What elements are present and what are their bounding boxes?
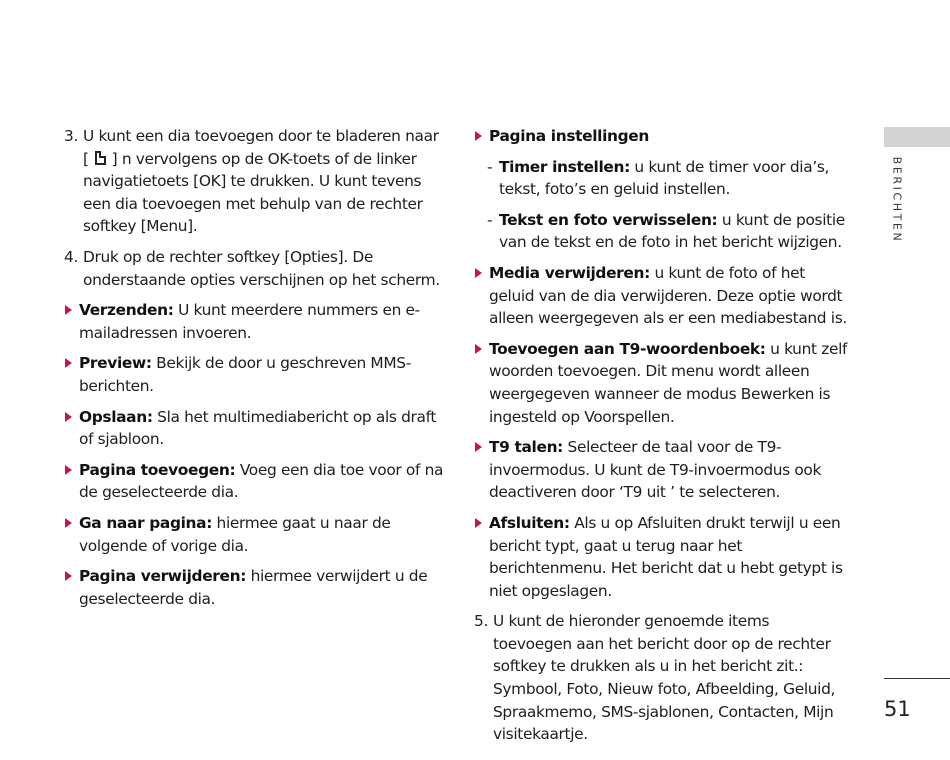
step-4 <box>64 246 444 291</box>
option-term: Pagina verwijderen: <box>79 567 247 586</box>
option-term: Preview: <box>79 354 152 373</box>
option-t9-talen <box>474 436 852 504</box>
option-desc: Sla het multimediabericht op als draft of sjabloon. <box>79 407 437 449</box>
option-preview <box>64 352 444 397</box>
page-number: 51 <box>884 697 911 721</box>
option-desc: hiermee gaat u naar de volgende of vorige dia. <box>79 513 391 555</box>
bullet-triangle-icon <box>65 305 72 315</box>
option-desc: Voeg een dia toe voor of na de geselecteerde dia. <box>79 460 444 502</box>
option-desc: hiermee verwijdert u de geselecteerde dia. <box>79 567 428 608</box>
bullet-triangle-icon <box>65 465 72 475</box>
option-afsluiten <box>474 512 852 602</box>
option-term: Pagina instellingen <box>489 127 649 145</box>
bullet-triangle-icon <box>475 442 482 452</box>
option-desc: Bekijk de door u geschreven MMS-berichten. <box>79 354 411 395</box>
option-term: Pagina toevoegen: <box>79 460 236 479</box>
option-media-verwijderen <box>474 262 852 330</box>
option-desc: Selecteer de taal voor de T9-invoermodus. U kunt de T9-invoermodus ook deactiveren door ‘T9 uit ’ te selecteren. <box>489 438 822 502</box>
new-slide-icon <box>95 151 106 165</box>
option-term: T9 talen: <box>489 438 563 457</box>
step-text: Druk op de rechter softkey [Opties]. De onderstaande opties verschijnen op het scherm. <box>83 247 440 289</box>
option-pagina-toevoegen <box>64 459 444 504</box>
step-text: U kunt de hieronder genoemde items toevoegen aan het bericht door op de rechter softkey te drukken als u in het bericht zit.: Symbool, Foto, Nieuw foto, Afbeelding, Geluid, Spraakmemo, SMS-sjablonen, Contacten, Mijn visitekaartje. <box>493 612 836 744</box>
bullet-triangle-icon <box>65 571 72 581</box>
bullet-triangle-icon <box>475 518 482 528</box>
step-number: 5. <box>474 612 488 631</box>
dash: - <box>487 210 493 229</box>
suboption-tekst-foto-verwisselen <box>474 209 852 254</box>
option-term: Afsluiten: <box>489 513 570 532</box>
suboption-term: Tekst en foto verwisselen: <box>499 210 718 229</box>
option-desc: u kunt zelf woorden toevoegen. Dit menu wordt alleen weergegeven wanneer de modus Bewerken is ingesteld op Voorspellen. <box>489 339 848 426</box>
section-tab-marker <box>884 127 950 147</box>
step-number: 3. <box>64 127 78 145</box>
suboption-timer-instellen <box>474 156 852 201</box>
step-text: ] n vervolgens op de OK-toets of de linker navigatietoets [OK] te drukken. U kunt tevens een dia toevoegen met behulp van de rechter softkey [Menu]. <box>83 149 423 236</box>
option-term: Opslaan: <box>79 407 153 426</box>
step-5 <box>474 610 852 746</box>
option-term: Toevoegen aan T9-woordenboek: <box>489 339 766 358</box>
option-pagina-instellingen <box>474 125 852 148</box>
suboption-desc: u kunt de positie van de tekst en de foto in het bericht wijzigen. <box>499 210 845 252</box>
bullet-triangle-icon <box>65 358 72 368</box>
bullet-triangle-icon <box>65 518 72 528</box>
option-term: Media verwijderen: <box>489 263 650 282</box>
dash: - <box>487 157 493 176</box>
option-opslaan <box>64 406 444 451</box>
bullet-triangle-icon <box>475 268 482 278</box>
suboption-term: Timer instellen: <box>499 157 630 176</box>
option-term: Verzenden: <box>79 301 174 320</box>
right-column <box>474 125 852 754</box>
section-label: BERICHTEN <box>890 156 904 244</box>
bullet-triangle-icon <box>475 344 482 354</box>
suboption-desc: u kunt de timer voor dia’s, tekst, foto’s en geluid instellen. <box>499 157 830 199</box>
footer-rule <box>884 678 950 679</box>
option-desc: U kunt meerdere nummers en e-mailadressen invoeren. <box>79 301 420 342</box>
bullet-triangle-icon <box>475 131 482 141</box>
option-verzenden <box>64 299 444 344</box>
step-3 <box>64 125 444 238</box>
bullet-triangle-icon <box>65 412 72 422</box>
step-text: U kunt een dia toevoegen door te bladeren naar [ <box>83 127 439 168</box>
option-pagina-verwijderen <box>64 565 444 610</box>
option-t9-woordenboek <box>474 338 852 428</box>
step-number: 4. <box>64 247 78 266</box>
option-desc: Als u op Afsluiten drukt terwijl u een bericht typt, gaat u terug naar het berichtenmenu. Het bericht dat u hebt getypt is niet opgeslagen. <box>489 513 843 600</box>
left-column <box>64 125 444 618</box>
option-ga-naar-pagina <box>64 512 444 557</box>
option-desc: u kunt de foto of het geluid van de dia verwijderen. Deze optie wordt alleen weergegeven als er een mediabestand is. <box>489 263 847 328</box>
option-term: Ga naar pagina: <box>79 513 212 532</box>
